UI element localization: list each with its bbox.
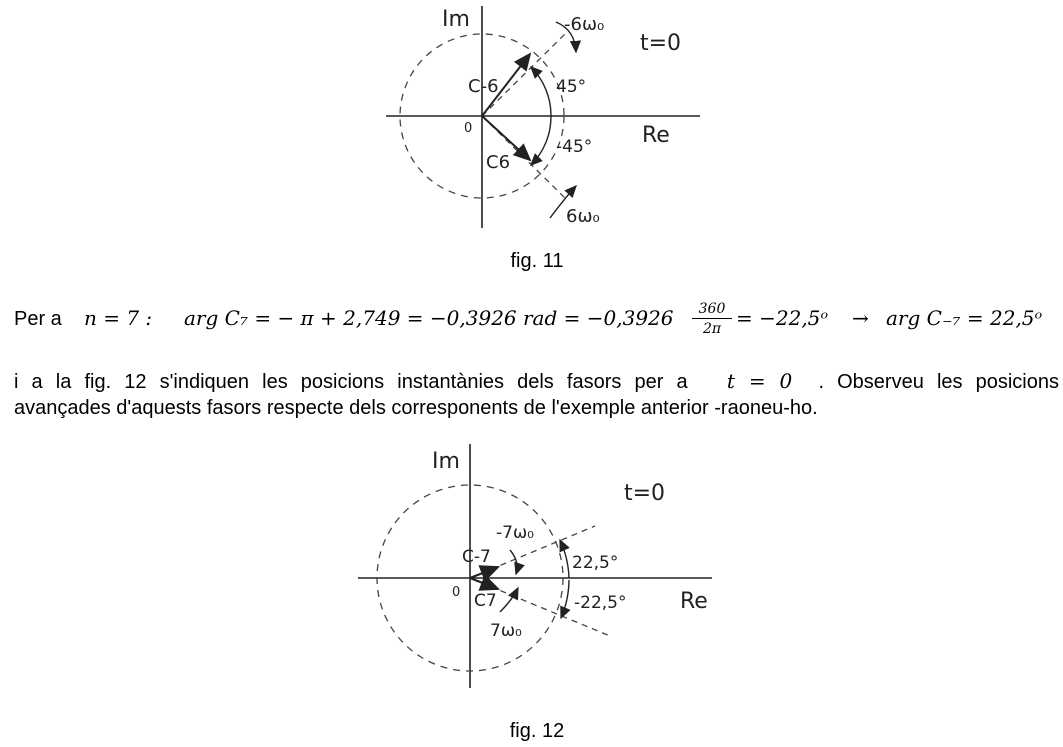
angle-pos-label: 45° [556, 77, 587, 97]
paragraph-part1: i a la fig. 12 s'indiquen les posicions instantànies dels fasors per a [14, 371, 688, 393]
figure-11-phasor-diagram [370, 0, 710, 240]
formula-fraction [692, 300, 732, 339]
angle-pos-label: 22,5° [572, 553, 619, 573]
angle-arc-plus [531, 67, 551, 116]
c-neg-label: C-7 [462, 547, 491, 567]
re-label: Re [642, 123, 670, 148]
origin-label: 0 [452, 585, 461, 600]
im-label: Im [442, 7, 470, 32]
c-pos-label: C6 [486, 152, 511, 173]
omega-neg-label: -7ω₀ [496, 523, 535, 543]
rotation-arrow-neg [510, 550, 517, 574]
paragraph-line-1 [14, 368, 1059, 395]
origin-label: 0 [464, 121, 473, 136]
body-paragraph [14, 368, 1059, 421]
paragraph-part2: . Observeu les posicions [818, 371, 1059, 393]
formula-line [14, 300, 1059, 344]
formula-expr2: = −22,5ᵒ [736, 306, 829, 330]
im-label: Im [432, 449, 460, 474]
phasor-c-neg7 [470, 567, 498, 578]
fraction-numerator: 360 [692, 300, 732, 319]
angle-neg-label: -45° [556, 137, 593, 157]
figure-12-caption: fig. 12 [509, 720, 565, 742]
phasor-c7 [470, 578, 498, 589]
formula-arrow: → [852, 306, 869, 330]
figure-12-phasor-diagram [340, 440, 720, 690]
re-label: Re [680, 589, 708, 614]
formula-n: n = 7 : [84, 306, 153, 330]
formula-expr1: arg C₇ = − π + 2,749 = −0,3926 rad = −0,3926 [184, 306, 674, 330]
formula-expr3: arg C₋₇ = 22,5ᵒ [886, 306, 1043, 330]
c-pos-label: C7 [474, 591, 497, 611]
time-label: t=0 [624, 481, 666, 506]
angle-neg-label: -22,5° [574, 593, 627, 613]
paragraph-math: t = 0 [726, 369, 793, 393]
angle-arc-minus [531, 116, 551, 165]
fraction-denominator: 2π [702, 321, 722, 337]
paragraph-line-2: avançades d'aquests fasors respecte dels corresponents de l'exemple anterior -raoneu-ho. [14, 397, 818, 419]
omega-pos-label: 6ω₀ [566, 206, 600, 227]
c-neg-label: C-6 [468, 76, 499, 97]
angle-arc-minus [561, 580, 569, 618]
omega-pos-label: 7ω₀ [490, 621, 522, 641]
formula-lead: Per a [14, 308, 62, 330]
time-label: t=0 [640, 31, 682, 56]
figure-11-caption: fig. 11 [510, 250, 564, 272]
omega-neg-label: -6ω₀ [564, 14, 605, 35]
